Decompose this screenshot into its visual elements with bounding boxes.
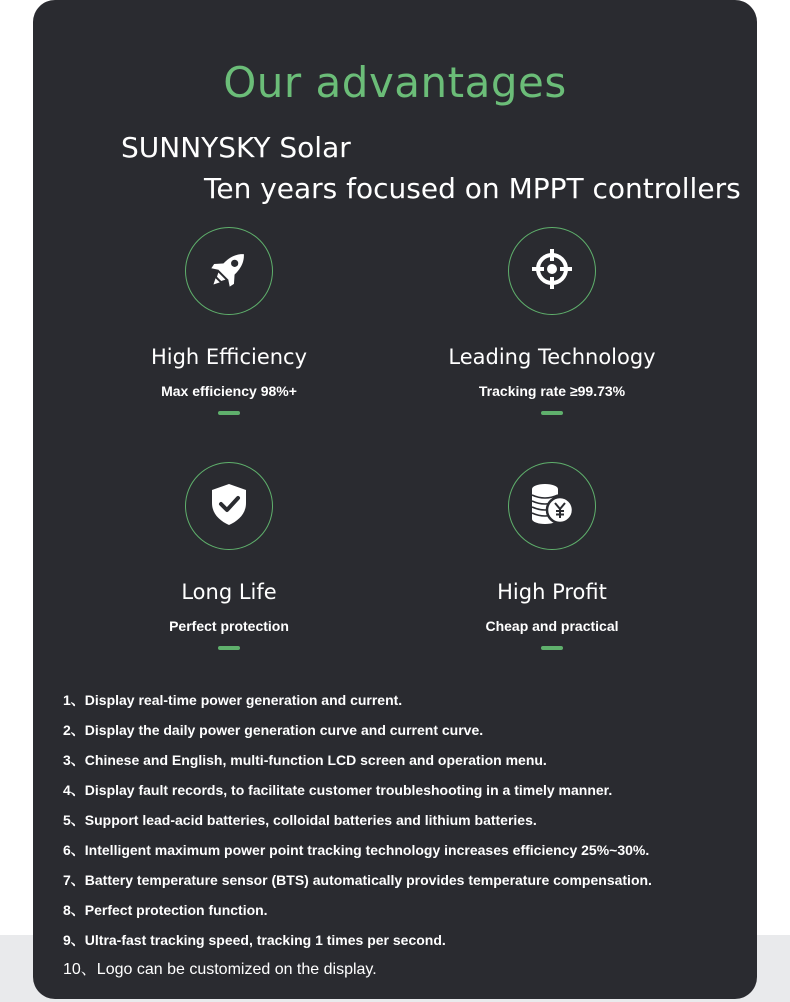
- feature-high-profit: [402, 462, 702, 650]
- feature-title: Long Life: [181, 580, 277, 604]
- rocket-icon: [204, 244, 254, 299]
- feature-icon-circle: [508, 227, 596, 315]
- focus-subtitle: Ten years focused on MPPT controllers: [204, 172, 741, 205]
- feature-high-efficiency: [79, 227, 379, 415]
- feature-long-life: [79, 462, 379, 650]
- advantages-card: [33, 0, 757, 999]
- feature-icon-circle: [185, 227, 273, 315]
- feature-icon-circle: [185, 462, 273, 550]
- list-item: 8、Perfect protection function.: [63, 902, 268, 918]
- list-item: 10、Logo can be customized on the display.: [63, 961, 377, 978]
- feature-list: [63, 688, 652, 988]
- list-item: 1、Display real-time power generation and current.: [63, 692, 403, 708]
- feature-description: Tracking rate ≥99.73%: [478, 383, 626, 399]
- list-item: 5、Support lead-acid batteries, colloidal batteries and lithium batteries.: [63, 812, 537, 828]
- feature-icon-circle: [508, 462, 596, 550]
- list-item: 4、Display fault records, to facilitate customer troubleshooting in a timely manner.: [63, 782, 613, 798]
- feature-leading-technology: [402, 227, 702, 415]
- feature-accent-bar: [541, 411, 563, 415]
- section-headline: Our advantages: [223, 58, 567, 107]
- feature-title: High Efficiency: [150, 345, 308, 369]
- coins-yen-icon: [527, 480, 577, 533]
- list-item: 6、Intelligent maximum power point tracking technology increases efficiency 25%~30%.: [63, 842, 650, 858]
- feature-description: Cheap and practical: [485, 618, 619, 634]
- list-item: 2、Display the daily power generation curve and current curve.: [63, 722, 484, 738]
- feature-title: High Profit: [497, 580, 607, 604]
- list-item: 7、Battery temperature sensor (BTS) automatically provides temperature compensation.: [63, 872, 652, 888]
- list-item: 9、Ultra-fast tracking speed, tracking 1 times per second.: [63, 932, 446, 948]
- feature-accent-bar: [218, 411, 240, 415]
- feature-description: Max efficiency 98%+: [161, 383, 297, 399]
- crosshair-target-icon: [529, 246, 575, 297]
- feature-accent-bar: [541, 646, 563, 650]
- shield-check-icon: [207, 481, 251, 532]
- feature-description: Perfect protection: [169, 618, 289, 634]
- feature-accent-bar: [218, 646, 240, 650]
- brand-subtitle: SUNNYSKY Solar: [121, 131, 351, 164]
- feature-title: Leading Technology: [448, 345, 656, 369]
- list-item: 3、Chinese and English, multi-function LCD screen and operation menu.: [63, 752, 547, 768]
